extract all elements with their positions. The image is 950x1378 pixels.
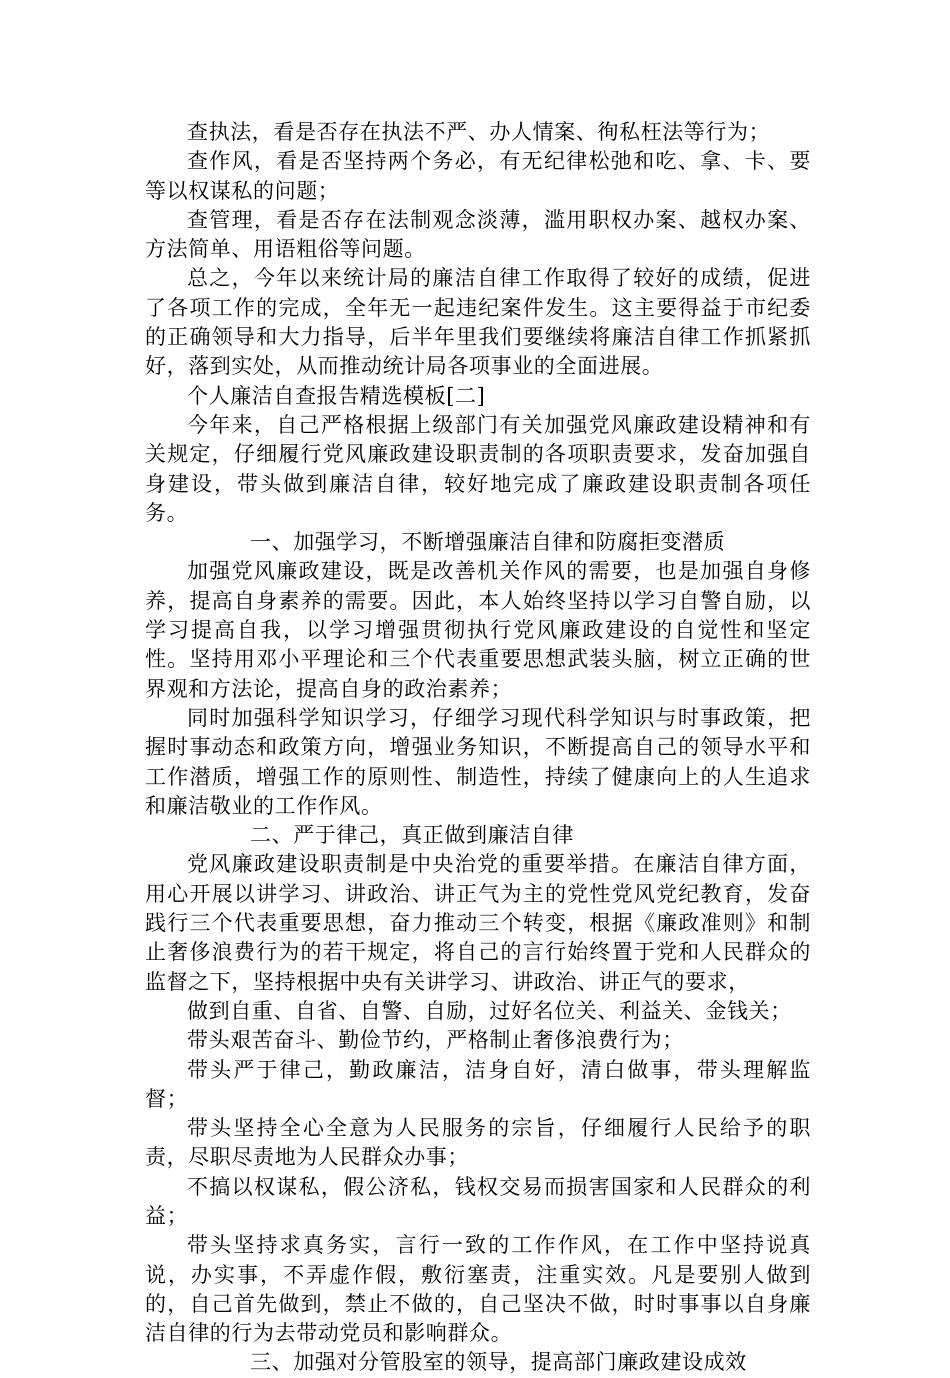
section-heading: 二、严于律己，真正做到廉洁自律 bbox=[250, 823, 574, 848]
paragraph: 党风廉政建设职责制是中央治党的重要举措。在廉洁自律方面，用心开展以讲学习、讲政治、讲正气为主的党性党风党纪教育，发奋践行三个代表重要思想，奋力推动三个转变，根据《廉政准则》和制止奢侈浪费行为的若干规定，将自己的言行始终置于党和人民群众的监督之下，坚持根据中央有关讲学习、讲政治、讲正气的要求， bbox=[145, 852, 811, 994]
paragraph: 做到自重、自省、自警、自励，过好名位关、利益关、金钱关； bbox=[187, 998, 792, 1023]
paragraph: 不搞以权谋私，假公济私，钱权交易而损害国家和人民群众的利益； bbox=[145, 1174, 811, 1228]
section-title: 个人廉洁自查报告精选模板[二] bbox=[187, 383, 486, 408]
section-heading: 一、加强学习，不断增强廉洁自律和防腐拒变潜质 bbox=[250, 530, 726, 555]
paragraph: 同时加强科学知识学习，仔细学习现代科学知识与时事政策，把握时事动态和政策方向，增强业务知识，不断提高自己的领导水平和工作潜质，增强工作的原则性、制造性，持续了健康向上的人生追求和廉洁敬业的工作作风。 bbox=[145, 705, 811, 818]
paragraph: 带头坚持求真务实，言行一致的工作作风，在工作中坚持说真说，办实事，不弄虚作假，敷衍塞责，注重实效。凡是要别人做到的，自己首先做到，禁止不做的，自己坚决不做，时时事事以自身廉洁自律的行为去带动党员和影响群众。 bbox=[145, 1233, 811, 1346]
paragraph: 带头坚持全心全意为人民服务的宗旨，仔细履行人民给予的职责，尽职尽责地为人民群众办事； bbox=[145, 1116, 811, 1170]
paragraph: 查作风，看是否坚持两个务必，有无纪律松弛和吃、拿、卡、要等以权谋私的问题； bbox=[145, 149, 811, 203]
paragraph: 查管理，看是否存在法制观念淡薄，滥用职权办案、越权办案、方法简单、用语粗俗等问题。 bbox=[145, 207, 811, 262]
paragraph: 加强党风廉政建设，既是改善机关作风的需要，也是加强自身修养，提高自身素养的需要。因此，本人始终坚持以学习自警自励，以学习提高自我，以学习增强贯彻执行党风廉政建设的自觉性和坚定性。坚持用邓小平理论和三个代表重要思想武装头脑，树立正确的世界观和方法论，提高自身的政治素养； bbox=[145, 559, 811, 701]
document-page bbox=[145, 118, 811, 1378]
paragraph: 查执法，看是否存在执法不严、办人情案、徇私枉法等行为； bbox=[187, 120, 771, 144]
paragraph: 带头艰苦奋斗、勤俭节约，严格制止奢侈浪费行为； bbox=[187, 1028, 684, 1053]
section-heading: 三、加强对分管股室的领导，提高部门廉政建设成效 bbox=[250, 1350, 747, 1375]
paragraph: 总之，今年以来统计局的廉洁自律工作取得了较好的成绩，促进了各项工作的完成，全年无一起违纪案件发生。这主要得益于市纪委的正确领导和大力指导，后半年里我们要继续将廉洁自律工作抓紧抓好，落到实处，从而推动统计局各项事业的全面进展。 bbox=[145, 266, 811, 379]
paragraph: 带头严于律己，勤政廉洁，洁身自好，清白做事，带头理解监督； bbox=[145, 1057, 811, 1111]
paragraph: 今年来，自己严格根据上级部门有关加强党风廉政建设精神和有关规定，仔细履行党风廉政建设职责制的各项职责要求，发奋加强自身建设，带头做到廉洁自律，较好地完成了廉政建设职责制各项任务。 bbox=[145, 412, 811, 525]
